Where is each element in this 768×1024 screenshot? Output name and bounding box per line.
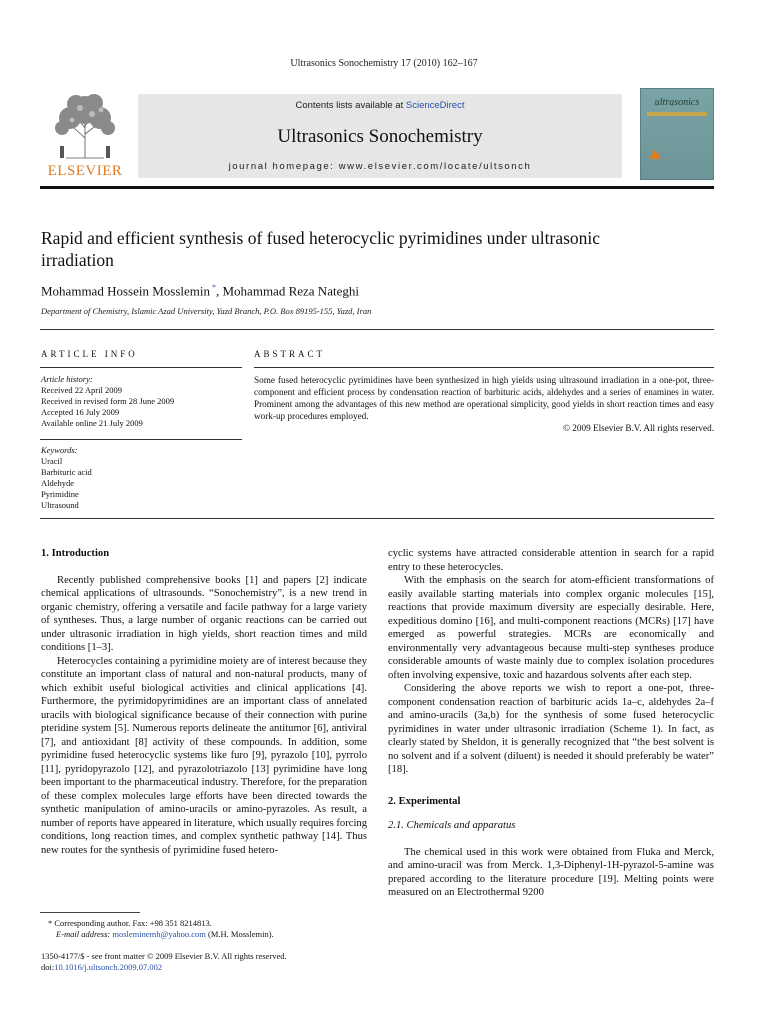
affiliation: Department of Chemistry, Islamic Azad University, Yazd Branch, P.O. Box 89195-155, Yazd, Iran: [41, 306, 372, 316]
history-item: Received 22 April 2009: [41, 385, 122, 395]
contents-prefix: Contents lists available at: [295, 100, 406, 111]
article-history: [41, 374, 241, 429]
abstract-rule-top: [254, 367, 714, 368]
history-item: Accepted 16 July 2009: [41, 407, 120, 417]
history-label: Article history:: [41, 374, 93, 384]
journal-header: [40, 88, 714, 180]
experimental-heading: 2. Experimental: [388, 795, 461, 807]
issn-line: 1350-4177/$ - see front matter © 2009 Elsevier B.V. All rights reserved.: [41, 951, 287, 961]
keywords-label: Keywords:: [41, 445, 78, 455]
cover-logo-icon: [649, 149, 661, 159]
history-item: Received in revised form 28 June 2009: [41, 396, 175, 406]
keyword: Uracil: [41, 456, 63, 466]
journal-banner: [138, 94, 622, 178]
email-label: E-mail address:: [56, 929, 113, 939]
paragraph: Considering the above reports we wish to report a one-pot, three-component condensation reaction of barbituric acids 1a–c, aldehydes 2a–f and amino-uracils (3a,b) for the synthesis of some fused heterocyclic pyrimidines in water under ultrasonic irradiation (Scheme 1). In fact, as clearly stated by Sheldon, it is generally recognized that “the best solvent is no solvent and if a solvent (diluent) is needed it should preferably be water” [18].: [388, 683, 714, 775]
email-line: [48, 929, 274, 940]
history-item: Available online 21 July 2009: [41, 418, 143, 428]
paragraph: Recently published comprehensive books [1] and papers [2] indicate chemical applications of ultrasounds. “Sonochemistry”, is a new trend in organic chemistry, offering a versatile and facile pathway for a large variety of syntheses. Thus, a large number of organic reactions can be carried out under ultrasonic irradiation in high yields, short reaction times and mild conditions [1–3].: [41, 574, 367, 653]
corresponding-author: * Corresponding author. Fax: +98 351 8214813.: [48, 918, 212, 928]
paragraph: Heterocycles containing a pyrimidine moiety are of interest because they constitute an important class of natural and non-natural products, many of which exhibit useful biological activities and clinical applications [4]. Furthermore, the pyrimidopyrimidines are an important class of annelated uracils with biological significance because of their connection with purine pteridine system [5]. Numerous reports delineate the antitumor [6], antiviral [7], and antioxidant [8] activity of these compounds. In addition, some pyrimidine fused heterocyclic systems like furo [9], pyrazolo [10], pyrrolo [11], pyridopyrazolo [12], and pyrazolotriazolo [13] pyrimidine have long been important to the pharmaceutical industry. Therefore, for the preparation of these complex molecules large efforts have been directed towards the synthetic manipulation of amino-uracils or amino-pyrazoles. As result, a number of reports have appeared in literature, which usually requires forcing conditions, long reaction times, and complex synthetic pathway [14]. Thus new routes for the synthesis of pyrimidine fused hetero-: [41, 655, 367, 856]
abstract-copyright: © 2009 Elsevier B.V. All rights reserved.: [563, 423, 714, 433]
sciencedirect-link[interactable]: ScienceDirect: [405, 100, 465, 111]
journal-cover-image[interactable]: [640, 88, 714, 180]
journal-title: Ultrasonics Sonochemistry: [277, 126, 483, 147]
author-line: [41, 283, 359, 299]
article-info-heading: ARTICLE INFO: [41, 349, 138, 359]
introduction-heading: 1. Introduction: [41, 548, 110, 559]
keyword: Ultrasound: [41, 500, 79, 510]
paragraph: With the emphasis on the search for atom-efficient transformations of easily available starting materials into complex organic molecules [15], reactions that provide maximum diversity are especially desirable. Here, expeditious domino [16], and multi-component reactions (MCRs) [17] have emerged as powerful strategies. MCRs are economically and environmentally very advantageous because multi-step syntheses produce considerable amounts of waste mainly due to complex isolation procedures often involving expensive, toxic and hazardous solvents after each step.: [388, 575, 714, 681]
paragraph: cyclic systems have attracted considerable attention in search for a rapid entry to these heterocycles.: [388, 548, 714, 573]
cover-title: ultrasonics: [654, 97, 700, 108]
body-column-right: [388, 547, 714, 900]
corresponding-mark[interactable]: *: [210, 283, 216, 292]
abstract-rule-bottom: [40, 518, 714, 519]
issn-footer: [41, 951, 287, 973]
header-rule: [40, 186, 714, 189]
email-link[interactable]: mosleminemh@yahoo.com: [112, 929, 206, 939]
cover-strip: [647, 112, 707, 116]
paragraph: The chemical used in this work were obtained from Fluka and Merck, and amino-uracil was from Merck. 1,3-Diphenyl-1H-pyrazol-5-amine was prepared according to the literature procedure [19]. Melting points were measured on an Electrothermal 9200: [388, 846, 714, 898]
abstract-heading: ABSTRACT: [254, 349, 326, 359]
article-title: Rapid and efficient synthesis of fused heterocyclic pyrimidines under ultrasonic irradiation: [41, 228, 601, 270]
contents-line: [138, 100, 622, 111]
journal-reference: Ultrasonics Sonochemistry 17 (2010) 162–167: [290, 58, 478, 69]
body-column-left: [41, 547, 367, 857]
doi-label: doi:: [41, 962, 55, 972]
footnote-rule: [40, 912, 140, 913]
keyword: Barbituric acid: [41, 467, 92, 477]
abstract-body: [254, 374, 714, 434]
keywords-block: [41, 445, 241, 511]
abstract-text: Some fused heterocyclic pyrimidines have been synthesized in high yields using ultrasound irradiation in a one-pot, three-component and efficient process by condensation reaction of barbituric acids, aldehydes and a series of enamines in water. Prominent among the advantages of this new method are operational simplicity, good yields in short reaction times and easy work-up procedures employed.: [254, 375, 714, 421]
doi-line: [41, 962, 287, 973]
keyword: Pyrimidine: [41, 489, 79, 499]
info-rule-top: [40, 367, 242, 368]
title-rule: [40, 329, 714, 330]
corresponding-footnote: [48, 918, 274, 940]
info-rule-mid: [40, 439, 242, 440]
chemicals-subheading: 2.1. Chemicals and apparatus: [388, 820, 516, 831]
author-1: Mohammad Hossein Mosslemin: [41, 283, 210, 299]
email-suffix: (M.H. Mosslemin).: [205, 929, 274, 939]
doi-link[interactable]: 10.1016/j.ultsonch.2009.07.002: [54, 962, 163, 972]
elsevier-logo[interactable]: [40, 88, 130, 180]
elsevier-tree-icon: [46, 88, 124, 160]
publisher-name: ELSEVIER: [47, 163, 123, 179]
journal-homepage[interactable]: journal homepage: www.elsevier.com/locate/ultsonch: [228, 161, 532, 172]
keyword: Aldehyde: [41, 478, 75, 488]
author-2: , Mohammad Reza Nateghi: [216, 283, 359, 299]
